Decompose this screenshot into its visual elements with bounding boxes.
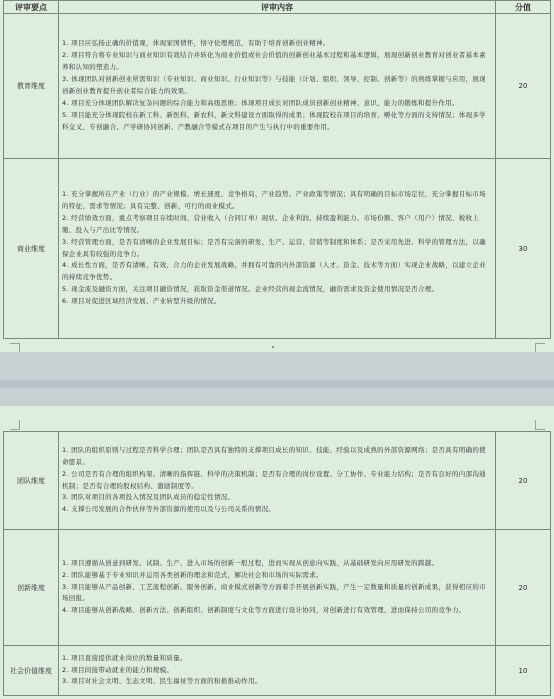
criteria-content (59, 530, 496, 646)
evaluation-table-page-1 (3, 0, 551, 339)
header-criteria: 评审要点 (4, 1, 59, 14)
dimension-label: 教育维度 (4, 14, 59, 159)
criteria-content (59, 14, 496, 159)
table-row-social-value (4, 646, 551, 696)
criteria-item: 3. 经营管理方面，是否有清晰的企业发展目标；是否有完备的研发、生产、运营、营销等制度和体系；是否采用先进、科学的管理方法，以确保企业具有较强的竞争力。 (62, 237, 486, 258)
criteria-item: 6. 项目对促进区域经济发展、产业转型升级的情况。 (62, 297, 221, 306)
score-value: 20 (496, 14, 551, 159)
header-content: 评审内容 (59, 1, 496, 14)
criteria-item: 3. 团队对项目的各项投入情况及团队成员的稳定性情况。 (62, 493, 235, 502)
criteria-item: 2. 团队能够基于专业知识并运用各类创新的理念和范式，解决社会和市场的实际需求。 (62, 570, 323, 579)
table-row-business (4, 159, 551, 339)
criteria-item: 2. 项目符合将专业知识与商业知识有效结合并转化为商业价值或社会价值的创新创业基本过程和基本逻辑，展现创新创业教育对创业者基本素养和认知的塑造力。 (62, 51, 486, 72)
header-score: 分值 (496, 1, 551, 14)
table-row-team (4, 432, 551, 530)
document-page-2 (0, 406, 554, 699)
score-value: 20 (496, 530, 551, 646)
criteria-item: 3. 项目对社会文明、生态文明、民生福祉等方面的积极推动作用。 (62, 677, 262, 686)
criteria-item: 4. 成长性方面，是否有清晰、有效、合力的企业发展战略，并拥有可靠的内外部资源（人才、资金、技术等方面）实现企业战略，以建立企业的持续竞争优势。 (62, 261, 486, 282)
criteria-item: 1. 项目应弘扬正确的价值观，体现家国情怀，恪守伦理规范，有助于培育创新创业精神。 (62, 39, 330, 48)
crop-mark (535, 420, 545, 430)
page-dot (272, 346, 274, 348)
dimension-label: 创新维度 (4, 530, 59, 646)
separator-band (0, 380, 554, 388)
criteria-item: 4. 项目能够从创新战略、创新方法、创新组织、创新制度与文化等方面进行设计协同，对创新进行有效管理，进而保持公司的竞争力。 (62, 606, 466, 615)
evaluation-table-page-2 (3, 431, 551, 696)
criteria-item: 1. 项目直接提供就业岗位的数量和质量。 (62, 653, 187, 662)
table-header-row (4, 1, 551, 14)
criteria-item: 2. 经营绩效方面，重点考察项目存续时间、营业收入（合同订单）现状、企业利润、持续盈利能力、市场份额、客户（用户）情况、税收上缴、投入与产出比等情况。 (62, 213, 480, 234)
criteria-item: 5. 现金流及融资方面，关注项目融资情况，获取资金渠道情况。企业经营的现金流情况，融资需求及资金使用情况是否合理。 (62, 285, 439, 294)
dimension-label: 团队维度 (4, 432, 59, 530)
table-row-innovation (4, 530, 551, 646)
dimension-label: 商业维度 (4, 159, 59, 339)
criteria-item: 3. 体现团队对创新创业所需知识（专业知识、商业知识、行业知识等）与技能（计划、组织、领导、控制、创新等）的熟练掌握与应用，展现创新创业教育提升创业者综合能力的效果。 (62, 75, 486, 95)
criteria-content (59, 646, 496, 696)
criteria-item: 3. 项目能够从产品创新、工艺流程创新、服务创新、商业模式创新等方面着手开展创新实践，产生一定数量和质量的创新成果，获得相应的市场回报。 (62, 582, 486, 603)
criteria-item: 2. 公司是否有合理的组织构架、清晰的指挥链、科学的决策机制；是否有合理的岗位设置、分工协作、专业能力结构；是否有良好的内部沟通机制；是否有合理的股权结构、激励制度等。 (62, 469, 486, 490)
criteria-item: 4. 项目充分体现团队解决复杂问题的综合能力和高级思维；体现项目成长对团队成员创新创业精神、意识、能力的锻炼和提升作用。 (62, 98, 459, 107)
score-value: 20 (496, 432, 551, 530)
criteria-item: 4. 支撑公司发展的合作伙伴等外部资源的使用以及与公司关系的情况。 (62, 505, 276, 514)
criteria-item: 1. 项目遵循从创意到研发、试制、生产、进入市场的创新一般过程，进而实现从创意向实践、从基础研发向应用研发的跨越。 (62, 558, 439, 567)
table-row-education (4, 14, 551, 159)
score-value: 30 (496, 159, 551, 339)
criteria-item: 5. 项目能充分体现院校在新工科、新医科、新农科、新文科建设方面取得的成果；体现院校在项目的培育、孵化等方面的支持情况；体现多学科交叉、专创融合、产学研协同创新、产教融合等模式在项目的产生与执行中的重要作用。 (62, 110, 486, 131)
criteria-content (59, 432, 496, 530)
crop-mark (10, 420, 20, 430)
criteria-item: 1. 团队的组织原则与过程是否科学合理；团队是否具有独特的支撑项目成长的知识、技能、经验以及成熟的外部资源网络；是否具有明确的使命愿景。 (62, 445, 486, 466)
score-value: 10 (496, 646, 551, 696)
dimension-label: 社会价值维度 (4, 646, 59, 696)
criteria-content (59, 159, 496, 339)
criteria-item: 1. 充分掌握所在产业（行业）的产业规模、增长速度、竞争格局、产业趋势、产业政策等情况；具有明确的目标市场定位，充分掌握目标市场的特征、需求等情况；具有完整、创新、可行的商业模式。 (62, 189, 486, 210)
page-separator (0, 352, 554, 406)
criteria-item: 2. 项目间接带动就业的能力和规模。 (62, 665, 174, 674)
